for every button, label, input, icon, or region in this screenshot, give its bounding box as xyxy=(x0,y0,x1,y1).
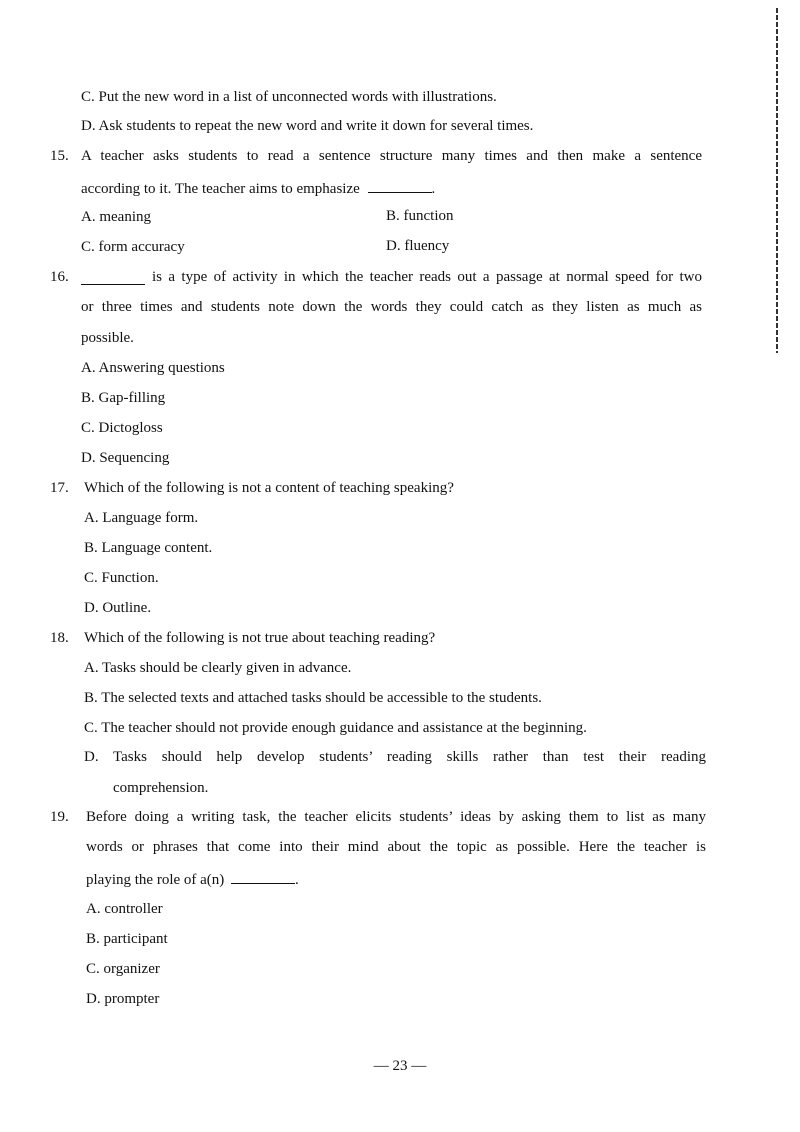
q17-option-c: C. Function. xyxy=(84,570,159,586)
q15-stem-line1: A teacher asks students to read a sentence structure many times and then make a sentence xyxy=(81,148,702,164)
q16-stem-line1: is a type of activity in which the teacher reads out a passage at normal speed for two xyxy=(152,269,702,285)
q18-option-a: A. Tasks should be clearly given in advance. xyxy=(84,660,352,676)
q18-option-c: C. The teacher should not provide enough guidance and assistance at the beginning. xyxy=(84,720,587,736)
q16-option-d: D. Sequencing xyxy=(81,450,170,466)
q15-option-a: A. meaning xyxy=(81,209,151,225)
q16-option-a: A. Answering questions xyxy=(81,360,225,376)
q19-stem-line2: words or phrases that come into their mind about the topic as possible. Here the teacher is xyxy=(86,839,706,855)
q15-stem-text: according to it. The teacher aims to emphasize xyxy=(81,181,360,197)
q17-option-d: D. Outline. xyxy=(84,600,152,616)
q17-number: 17. xyxy=(50,480,69,496)
q17-stem-line1: Which of the following is not a content of teaching speaking? xyxy=(84,480,454,496)
binding-dotted-line xyxy=(776,8,778,353)
q18-number: 18. xyxy=(50,630,69,646)
q18-option-d-line2: comprehension. xyxy=(113,780,209,796)
q15-number: 15. xyxy=(50,148,69,164)
q19-number: 19. xyxy=(50,809,69,825)
q19-stem-end: . xyxy=(295,872,299,888)
q16-number: 16. xyxy=(50,269,69,285)
q15-option-b: B. function xyxy=(386,208,454,224)
q18-stem-line1: Which of the following is not true about teaching reading? xyxy=(84,630,436,646)
q18-option-d-line1: D. Tasks should help develop students’ reading skills rather than test their reading xyxy=(84,749,706,765)
q19-answer-blank xyxy=(231,869,295,884)
q16-stem-line3: possible. xyxy=(81,330,134,346)
q17-option-a: A. Language form. xyxy=(84,510,199,526)
q18-option-b: B. The selected texts and attached tasks should be accessible to the students. xyxy=(84,690,542,706)
q16-stem-line2: or three times and students note down the words they could catch as they listen as much as xyxy=(81,299,702,315)
q15-answer-blank xyxy=(368,178,432,193)
q19-option-b: B. participant xyxy=(86,931,168,947)
q14-option-c: C. Put the new word in a list of unconnected words with illustrations. xyxy=(81,89,497,105)
q19-stem-line3 xyxy=(86,869,299,889)
q16-answer-blank xyxy=(81,270,145,285)
q15-option-c: C. form accuracy xyxy=(81,239,185,255)
q15-stem-line2 xyxy=(81,178,435,198)
q14-option-d: D. Ask students to repeat the new word and write it down for several times. xyxy=(81,118,534,134)
q15-option-d: D. fluency xyxy=(386,238,450,254)
q16-option-c: C. Dictogloss xyxy=(81,420,163,436)
q19-option-c: C. organizer xyxy=(86,961,160,977)
q16-option-b: B. Gap-filling xyxy=(81,390,166,406)
q19-option-d: D. prompter xyxy=(86,991,160,1007)
q19-option-a: A. controller xyxy=(86,901,163,917)
q19-stem-line1: Before doing a writing task, the teacher elicits students’ ideas by asking them to list as many xyxy=(86,809,706,825)
q15-stem-end: . xyxy=(431,181,436,197)
page-number: — 23 — xyxy=(373,1058,427,1074)
q19-stem-text: playing the role of a(n) xyxy=(86,872,225,888)
q17-option-b: B. Language content. xyxy=(84,540,213,556)
